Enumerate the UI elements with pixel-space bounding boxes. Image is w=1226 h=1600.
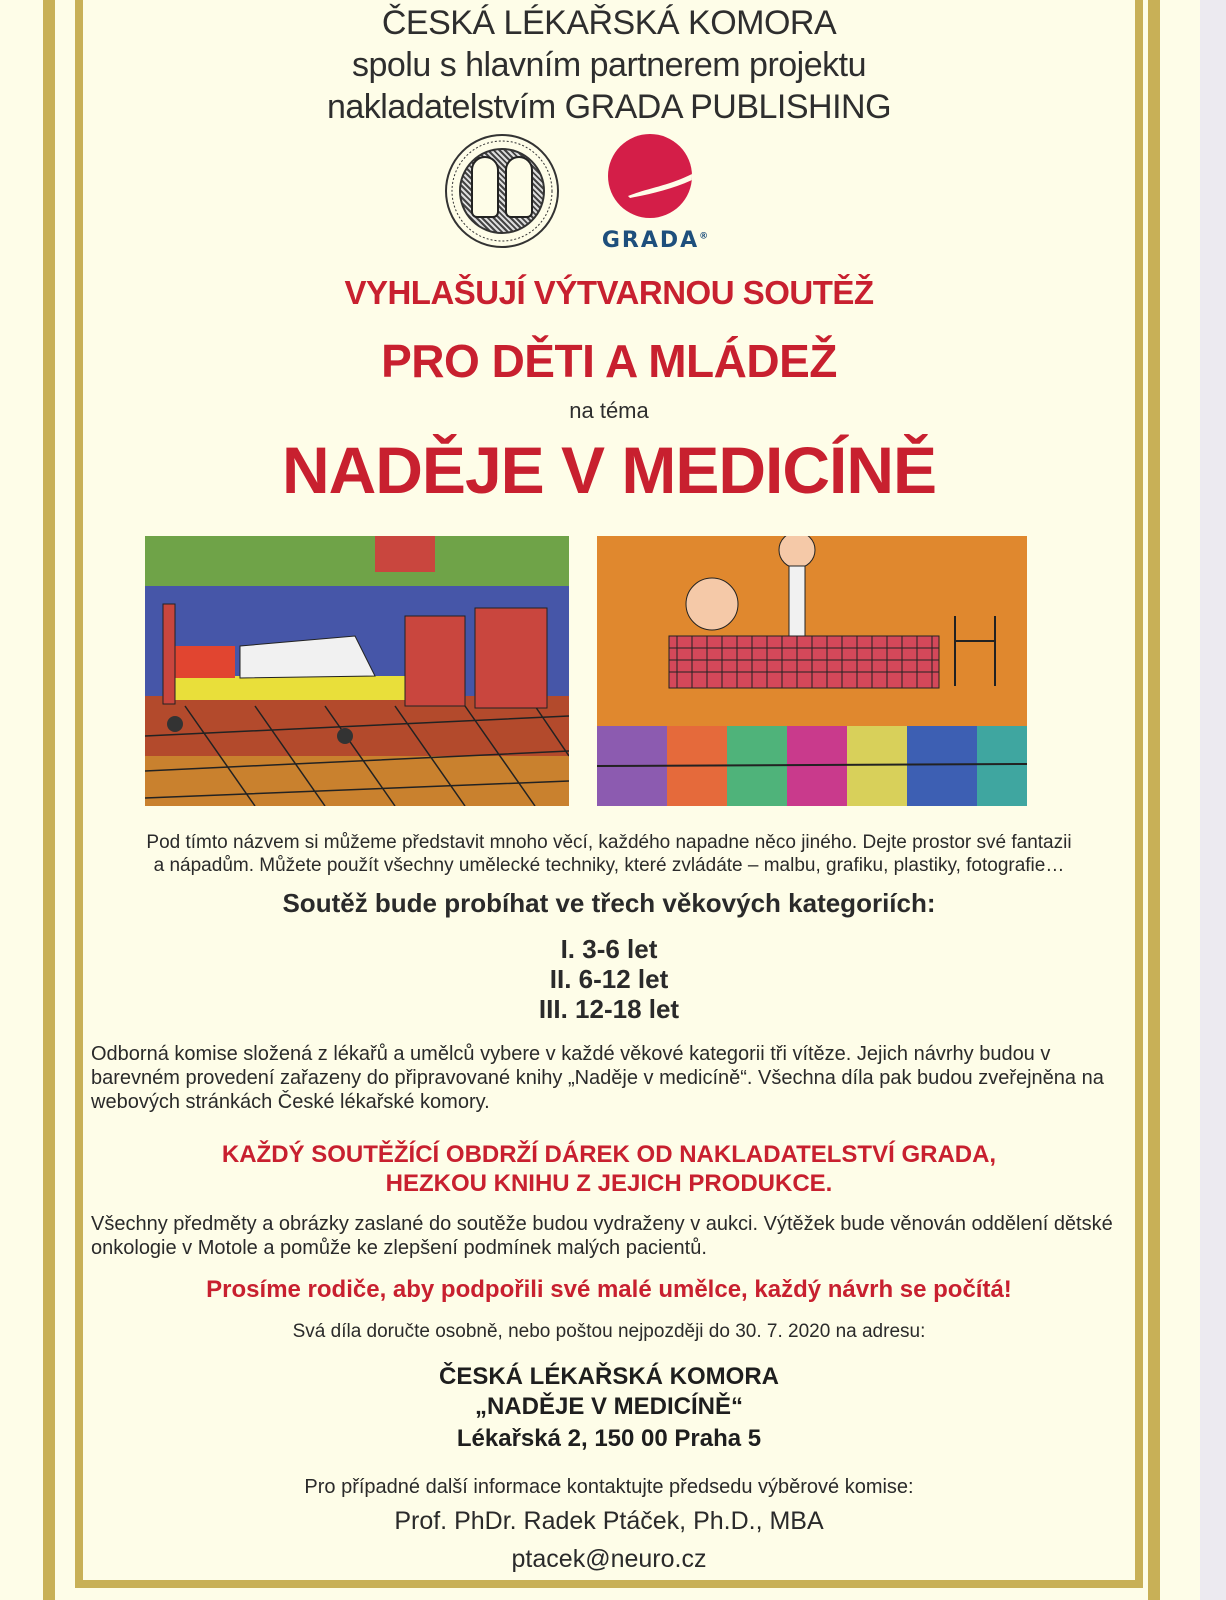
drawing-hospital-bed-icon xyxy=(145,536,569,806)
category-item: II. 6-12 let xyxy=(549,964,669,994)
announcement-heading: VYHLAŠUJÍ VÝTVARNOU SOUTĚŽ xyxy=(344,274,874,311)
contact-intro: Pro případné další informace kontaktujte předsedu výběrové komise: xyxy=(304,1476,914,1498)
outer-border-left xyxy=(43,0,55,1600)
child-drawing-hospital-bed xyxy=(145,536,569,806)
theme-label: na téma xyxy=(569,398,649,423)
intro-line-1: Pod tímto názvem si můžeme představit mnoho věcí, každého napadne něco jiného. Dejte prostor své fantazii xyxy=(146,832,1072,853)
grada-e-logo-icon xyxy=(608,134,692,218)
organizer-name: ČESKÁ LÉKAŘSKÁ KOMORA xyxy=(381,4,837,42)
child-drawing-checkered-bed xyxy=(597,536,1027,806)
address-street: Lékařská 2, 150 00 Praha 5 xyxy=(456,1425,762,1452)
intro-paragraph xyxy=(83,831,1135,877)
intro-line-2: a nápadům. Můžete použít všechny umělecké techniky, které zvládáte – malbu, grafiku, plastiky, fotografie… xyxy=(153,855,1065,876)
grada-wordmark xyxy=(576,228,736,253)
gift-line-1: KAŽDÝ SOUTĚŽÍCÍ OBDRŽÍ DÁREK OD NAKLADATELSTVÍ GRADA, xyxy=(221,1141,997,1168)
category-item: I. 3-6 let xyxy=(560,934,658,964)
category-item: III. 12-18 let xyxy=(538,994,680,1024)
chamber-seal-logo-icon xyxy=(445,134,559,248)
gift-line-2: HEZKOU KNIHU Z JEJICH PRODUKCE. xyxy=(385,1170,833,1197)
drawing-checkered-bed-icon xyxy=(597,536,1027,806)
delivery-instructions: Svá díla doručte osobně, nebo poštou nejpozději do 30. 7. 2020 na adresu: xyxy=(292,1321,926,1342)
outer-border-right xyxy=(1148,0,1160,1600)
partner-line: spolu s hlavním partnerem projektu xyxy=(351,46,867,84)
parents-appeal: Prosíme rodiče, aby podpořili své malé umělce, každý návrh se počítá! xyxy=(206,1276,1012,1303)
auction-paragraph: Všechny předměty a obrázky zaslané do soutěže budou vydraženy v aukci. Výtěžek bude věnován oddělení dětské onkologie v Motole a pomůže ke zlepšení podmínek malých pacientů. xyxy=(91,1213,1113,1259)
contact-email-link[interactable]: ptacek@neuro.cz xyxy=(511,1545,707,1573)
contact-name: Prof. PhDr. Radek Ptáček, Ph.D., MBA xyxy=(394,1507,824,1535)
address-project: „NADĚJE V MEDICÍNĚ“ xyxy=(474,1393,744,1420)
categories-heading: Soutěž bude probíhat ve třech věkových kategoriích: xyxy=(282,888,936,918)
audience-heading: PRO DĚTI A MLÁDEŽ xyxy=(381,335,837,387)
poster-content xyxy=(83,0,1135,1588)
seal-text-ring-icon xyxy=(447,136,561,250)
registered-mark: ® xyxy=(699,231,711,242)
jury-paragraph: Odborná komise složená z lékařů a umělců vybere v každé věkové kategorii tři vítěze. Jejich návrhy budou v barevném provedení zařazeny do připravované knihy „Naděje v medicíně“. Všechna díla pak budou zveřejněna na webových stránkách České lékařské komory. xyxy=(91,1043,1104,1113)
gift-announcement xyxy=(83,1140,1135,1198)
address-organization: ČESKÁ LÉKAŘSKÁ KOMORA xyxy=(438,1363,779,1390)
publisher-line: nakladatelstvím GRADA PUBLISHING xyxy=(326,88,892,126)
grada-wordmark-text: GRADA xyxy=(601,228,700,253)
competition-title: NADĚJE V MEDICÍNĚ xyxy=(281,433,937,507)
